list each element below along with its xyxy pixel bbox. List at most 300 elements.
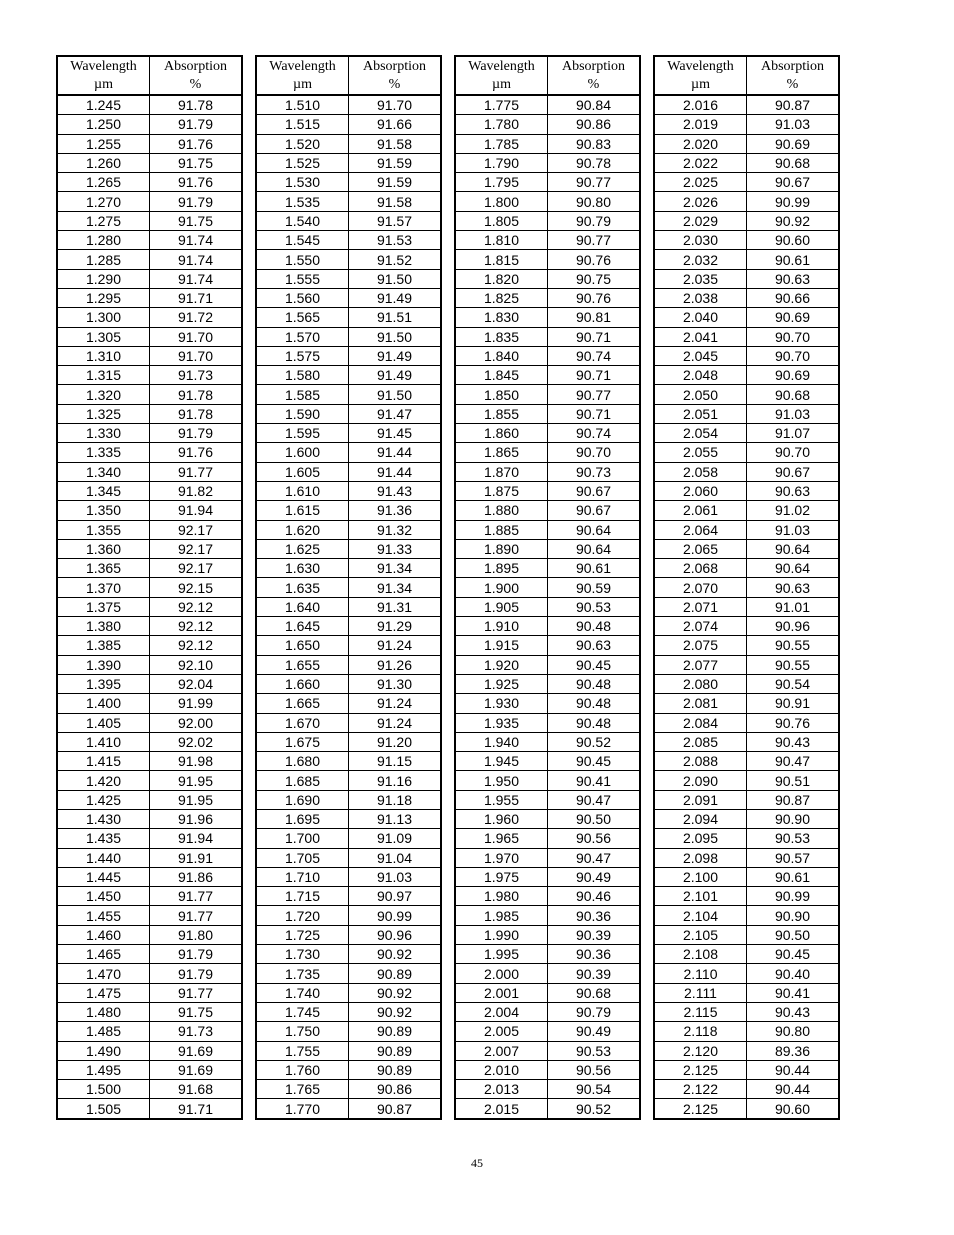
wavelength-cell: 1.575	[256, 346, 349, 365]
table-row	[57, 308, 242, 327]
wavelength-cell: 1.545	[256, 231, 349, 250]
absorption-cell: 91.18	[349, 790, 442, 809]
absorption-cell: 90.77	[548, 173, 641, 192]
table-row	[654, 308, 839, 327]
absorption-cell: 89.36	[747, 1041, 840, 1060]
absorption-cell: 90.70	[747, 443, 840, 462]
absorption-cell: 92.12	[150, 636, 243, 655]
table-row	[654, 887, 839, 906]
absorption-cell: 90.77	[548, 385, 641, 404]
absorption-cell: 90.87	[747, 790, 840, 809]
wavelength-cell: 1.435	[57, 829, 150, 848]
absorption-cell: 91.03	[349, 867, 442, 886]
absorption-cell: 91.58	[349, 192, 442, 211]
absorption-cell: 90.45	[548, 752, 641, 771]
absorption-cell: 90.52	[548, 732, 641, 751]
absorption-cell: 90.77	[548, 231, 641, 250]
absorption-cell: 90.87	[349, 1099, 442, 1119]
absorption-cell: 90.53	[548, 1041, 641, 1060]
absorption-cell: 90.56	[548, 829, 641, 848]
wavelength-cell: 2.068	[654, 559, 747, 578]
wavelength-cell: 2.074	[654, 617, 747, 636]
table-row	[455, 809, 640, 828]
table-row	[455, 655, 640, 674]
absorption-cell: 90.63	[747, 578, 840, 597]
table-row	[455, 520, 640, 539]
wavelength-cell: 1.455	[57, 906, 150, 925]
table-row	[654, 597, 839, 616]
wavelength-cell: 1.340	[57, 462, 150, 481]
wavelength-cell: 1.540	[256, 211, 349, 230]
table-row	[654, 95, 839, 115]
wavelength-cell: 1.870	[455, 462, 548, 481]
absorption-label: Absorption	[562, 58, 625, 74]
absorption-cell: 90.90	[747, 809, 840, 828]
table-row	[57, 887, 242, 906]
wavelength-cell: 1.365	[57, 559, 150, 578]
table-row	[256, 501, 441, 520]
table-row	[57, 1022, 242, 1041]
table-row	[455, 848, 640, 867]
absorption-cell: 91.78	[150, 404, 243, 423]
wavelength-cell: 2.055	[654, 443, 747, 462]
absorption-cell: 91.79	[150, 424, 243, 443]
table-row	[455, 443, 640, 462]
wavelength-cell: 1.665	[256, 694, 349, 713]
wavelength-cell: 1.510	[256, 95, 349, 115]
wavelength-cell: 1.765	[256, 1080, 349, 1099]
wavelength-cell: 1.310	[57, 346, 150, 365]
wavelength-cell: 2.071	[654, 597, 747, 616]
wavelength-cell: 1.585	[256, 385, 349, 404]
absorption-cell: 91.50	[349, 327, 442, 346]
absorption-cell: 90.39	[548, 964, 641, 983]
wavelength-cell: 2.015	[455, 1099, 548, 1119]
absorption-cell: 91.43	[349, 481, 442, 500]
table-row	[256, 655, 441, 674]
table-row	[256, 95, 441, 115]
wavelength-header	[654, 56, 747, 95]
table-row	[57, 809, 242, 828]
table-row	[654, 945, 839, 964]
absorption-cell: 90.46	[548, 887, 641, 906]
wavelength-cell: 1.785	[455, 134, 548, 153]
absorption-cell: 91.03	[747, 520, 840, 539]
wavelength-cell: 1.910	[455, 617, 548, 636]
table-row	[256, 617, 441, 636]
absorption-cell: 91.58	[349, 134, 442, 153]
wavelength-cell: 2.010	[455, 1060, 548, 1079]
absorption-cell: 91.71	[150, 288, 243, 307]
table-row	[57, 1060, 242, 1079]
wavelength-cell: 1.375	[57, 597, 150, 616]
wavelength-cell: 1.255	[57, 134, 150, 153]
wavelength-label: Wavelength	[269, 58, 336, 74]
absorption-cell: 91.03	[747, 115, 840, 134]
absorption-cell: 90.61	[747, 867, 840, 886]
wavelength-cell: 1.800	[455, 192, 548, 211]
table-row	[654, 115, 839, 134]
wavelength-cell: 1.625	[256, 539, 349, 558]
absorption-cell: 91.76	[150, 443, 243, 462]
absorption-cell: 90.63	[747, 269, 840, 288]
wavelength-cell: 1.350	[57, 501, 150, 520]
table-row	[455, 674, 640, 693]
absorption-cell: 90.55	[747, 655, 840, 674]
absorption-label: Absorption	[164, 58, 227, 74]
table-row	[256, 231, 441, 250]
table-row	[654, 134, 839, 153]
table-row	[57, 192, 242, 211]
absorption-cell: 91.75	[150, 1002, 243, 1021]
wavelength-cell: 1.925	[455, 674, 548, 693]
wavelength-cell: 1.820	[455, 269, 548, 288]
table-row	[654, 925, 839, 944]
wavelength-cell: 1.795	[455, 173, 548, 192]
table-row	[654, 501, 839, 520]
wavelength-cell: 1.475	[57, 983, 150, 1002]
absorption-cell: 91.47	[349, 404, 442, 423]
wavelength-cell: 1.460	[57, 925, 150, 944]
absorption-cell: 92.12	[150, 597, 243, 616]
absorption-cell: 90.86	[548, 115, 641, 134]
table-row	[57, 539, 242, 558]
table-row	[256, 192, 441, 211]
absorption-cell: 90.40	[747, 964, 840, 983]
absorption-header	[747, 56, 840, 95]
table-row	[455, 346, 640, 365]
table-row	[654, 732, 839, 751]
table-row	[455, 211, 640, 230]
absorption-cell: 90.68	[548, 983, 641, 1002]
absorption-unit: %	[189, 76, 202, 92]
wavelength-cell: 2.061	[654, 501, 747, 520]
table-row	[654, 173, 839, 192]
table-row	[455, 481, 640, 500]
absorption-cell: 91.15	[349, 752, 442, 771]
absorption-cell: 90.89	[349, 964, 442, 983]
table-row	[57, 597, 242, 616]
absorption-cell: 90.71	[548, 404, 641, 423]
table-row	[654, 153, 839, 172]
wavelength-cell: 2.040	[654, 308, 747, 327]
table-row	[256, 713, 441, 732]
wavelength-cell: 1.990	[455, 925, 548, 944]
absorption-cell: 90.99	[747, 887, 840, 906]
absorption-cell: 91.26	[349, 655, 442, 674]
absorption-cell: 91.29	[349, 617, 442, 636]
table-row	[57, 559, 242, 578]
table-row	[256, 694, 441, 713]
table-row	[256, 115, 441, 134]
absorption-cell: 91.44	[349, 443, 442, 462]
absorption-cell: 90.89	[349, 1060, 442, 1079]
wavelength-cell: 1.745	[256, 1002, 349, 1021]
absorption-label: Absorption	[363, 58, 426, 74]
wavelength-cell: 1.750	[256, 1022, 349, 1041]
table-row	[256, 1099, 441, 1119]
table-row	[455, 964, 640, 983]
absorption-cell: 91.57	[349, 211, 442, 230]
table-row	[57, 250, 242, 269]
wavelength-cell: 1.280	[57, 231, 150, 250]
absorption-cell: 91.95	[150, 790, 243, 809]
wavelength-cell: 2.111	[654, 983, 747, 1002]
table-row	[57, 481, 242, 500]
wavelength-cell: 2.007	[455, 1041, 548, 1060]
table-row	[654, 906, 839, 925]
wavelength-cell: 2.105	[654, 925, 747, 944]
absorption-cell: 91.72	[150, 308, 243, 327]
absorption-cell: 90.64	[548, 539, 641, 558]
table-row	[57, 462, 242, 481]
absorption-cell: 90.54	[747, 674, 840, 693]
wavelength-cell: 1.965	[455, 829, 548, 848]
table-row	[57, 385, 242, 404]
wavelength-cell: 1.345	[57, 481, 150, 500]
absorption-cell: 91.31	[349, 597, 442, 616]
wavelength-cell: 1.900	[455, 578, 548, 597]
absorption-cell: 90.79	[548, 211, 641, 230]
table-row	[654, 211, 839, 230]
table-row	[256, 887, 441, 906]
wavelength-cell: 1.755	[256, 1041, 349, 1060]
absorption-cell: 90.92	[349, 1002, 442, 1021]
data-table-1	[56, 55, 243, 1120]
table-row	[654, 443, 839, 462]
table-row	[256, 481, 441, 500]
table-row	[256, 1080, 441, 1099]
absorption-cell: 90.96	[349, 925, 442, 944]
wavelength-label: Wavelength	[468, 58, 535, 74]
tables-container	[56, 55, 840, 1120]
absorption-cell: 91.49	[349, 366, 442, 385]
table-row	[256, 288, 441, 307]
absorption-cell: 90.99	[349, 906, 442, 925]
wavelength-cell: 1.635	[256, 578, 349, 597]
absorption-cell: 91.73	[150, 366, 243, 385]
table-row	[57, 617, 242, 636]
wavelength-cell: 1.690	[256, 790, 349, 809]
table-row	[455, 385, 640, 404]
header-row	[256, 56, 441, 95]
absorption-cell: 92.17	[150, 520, 243, 539]
table-row	[256, 134, 441, 153]
absorption-cell: 90.67	[548, 481, 641, 500]
wavelength-cell: 2.095	[654, 829, 747, 848]
table-row	[654, 674, 839, 693]
absorption-cell: 90.45	[548, 655, 641, 674]
wavelength-cell: 1.805	[455, 211, 548, 230]
table-row	[57, 771, 242, 790]
table-row	[455, 1080, 640, 1099]
table-row	[455, 1022, 640, 1041]
wavelength-cell: 2.100	[654, 867, 747, 886]
wavelength-cell: 1.305	[57, 327, 150, 346]
page-number: 45	[471, 1156, 483, 1170]
wavelength-cell: 1.835	[455, 327, 548, 346]
wavelength-cell: 1.700	[256, 829, 349, 848]
wavelength-cell: 1.860	[455, 424, 548, 443]
table-row	[455, 134, 640, 153]
wavelength-cell: 1.315	[57, 366, 150, 385]
absorption-cell: 91.16	[349, 771, 442, 790]
wavelength-cell: 2.125	[654, 1060, 747, 1079]
absorption-unit: %	[786, 76, 799, 92]
table-row	[57, 867, 242, 886]
table-row	[455, 173, 640, 192]
absorption-cell: 90.55	[747, 636, 840, 655]
absorption-cell: 91.68	[150, 1080, 243, 1099]
table-row	[57, 964, 242, 983]
table-row	[654, 809, 839, 828]
table-row	[654, 713, 839, 732]
table-row	[256, 906, 441, 925]
table-row	[256, 983, 441, 1002]
absorption-cell: 90.53	[548, 597, 641, 616]
absorption-cell: 90.67	[747, 173, 840, 192]
absorption-cell: 91.77	[150, 887, 243, 906]
absorption-cell: 90.61	[747, 250, 840, 269]
absorption-cell: 91.51	[349, 308, 442, 327]
absorption-cell: 91.71	[150, 1099, 243, 1119]
table-row	[654, 617, 839, 636]
table-row	[455, 1041, 640, 1060]
table-row	[455, 578, 640, 597]
wavelength-cell: 1.530	[256, 173, 349, 192]
table-row	[455, 559, 640, 578]
wavelength-cell: 1.865	[455, 443, 548, 462]
table-row	[654, 559, 839, 578]
table-row	[57, 1041, 242, 1060]
wavelength-cell: 2.050	[654, 385, 747, 404]
wavelength-cell: 2.065	[654, 539, 747, 558]
wavelength-cell: 1.515	[256, 115, 349, 134]
absorption-cell: 91.49	[349, 346, 442, 365]
absorption-cell: 92.17	[150, 559, 243, 578]
absorption-unit: %	[587, 76, 600, 92]
absorption-cell: 91.75	[150, 211, 243, 230]
wavelength-cell: 1.480	[57, 1002, 150, 1021]
wavelength-cell: 2.098	[654, 848, 747, 867]
wavelength-cell: 1.550	[256, 250, 349, 269]
table-row	[654, 694, 839, 713]
table-row	[654, 539, 839, 558]
table-row	[256, 790, 441, 809]
table-row	[455, 829, 640, 848]
absorption-cell: 90.73	[548, 462, 641, 481]
table-row	[256, 848, 441, 867]
absorption-cell: 91.82	[150, 481, 243, 500]
absorption-header	[548, 56, 641, 95]
absorption-cell: 90.54	[548, 1080, 641, 1099]
absorption-cell: 90.76	[747, 713, 840, 732]
absorption-cell: 90.53	[747, 829, 840, 848]
wavelength-cell: 1.955	[455, 790, 548, 809]
absorption-cell: 90.63	[548, 636, 641, 655]
table-row	[57, 713, 242, 732]
table-row	[654, 1022, 839, 1041]
absorption-cell: 90.50	[548, 809, 641, 828]
table-row	[455, 771, 640, 790]
table-row	[256, 1022, 441, 1041]
absorption-cell: 91.74	[150, 231, 243, 250]
absorption-cell: 92.10	[150, 655, 243, 674]
absorption-cell: 90.43	[747, 1002, 840, 1021]
table-row	[256, 674, 441, 693]
wavelength-cell: 1.595	[256, 424, 349, 443]
absorption-cell: 90.57	[747, 848, 840, 867]
wavelength-cell: 2.101	[654, 887, 747, 906]
absorption-cell: 91.20	[349, 732, 442, 751]
table-row	[57, 327, 242, 346]
table-row	[654, 327, 839, 346]
table-row	[57, 636, 242, 655]
wavelength-unit: µm	[492, 76, 511, 92]
table-row	[57, 906, 242, 925]
absorption-cell: 90.49	[548, 867, 641, 886]
wavelength-cell: 1.725	[256, 925, 349, 944]
wavelength-cell: 2.094	[654, 809, 747, 828]
wavelength-cell: 1.395	[57, 674, 150, 693]
absorption-cell: 90.64	[747, 539, 840, 558]
absorption-cell: 90.99	[747, 192, 840, 211]
wavelength-cell: 2.041	[654, 327, 747, 346]
wavelength-cell: 1.245	[57, 95, 150, 115]
table-row	[455, 462, 640, 481]
absorption-cell: 90.66	[747, 288, 840, 307]
absorption-cell: 91.34	[349, 578, 442, 597]
table-row	[654, 250, 839, 269]
wavelength-cell: 2.030	[654, 231, 747, 250]
absorption-cell: 91.09	[349, 829, 442, 848]
table-row	[455, 945, 640, 964]
absorption-cell: 91.96	[150, 809, 243, 828]
absorption-cell: 90.96	[747, 617, 840, 636]
wavelength-cell: 1.565	[256, 308, 349, 327]
table-row	[654, 269, 839, 288]
table-row	[654, 1080, 839, 1099]
absorption-cell: 90.76	[548, 250, 641, 269]
wavelength-cell: 1.730	[256, 945, 349, 964]
wavelength-cell: 1.720	[256, 906, 349, 925]
absorption-cell: 90.92	[349, 945, 442, 964]
wavelength-cell: 1.290	[57, 269, 150, 288]
table-row	[654, 520, 839, 539]
wavelength-cell: 1.775	[455, 95, 548, 115]
absorption-label: Absorption	[761, 58, 824, 74]
wavelength-cell: 1.950	[455, 771, 548, 790]
wavelength-cell: 1.440	[57, 848, 150, 867]
wavelength-cell: 1.555	[256, 269, 349, 288]
table-row	[455, 115, 640, 134]
wavelength-cell: 1.295	[57, 288, 150, 307]
table-row	[256, 173, 441, 192]
table-row	[256, 443, 441, 462]
table-row	[654, 578, 839, 597]
wavelength-cell: 1.715	[256, 887, 349, 906]
wavelength-cell: 1.360	[57, 539, 150, 558]
absorption-cell: 90.61	[548, 559, 641, 578]
absorption-cell: 91.86	[150, 867, 243, 886]
absorption-cell: 91.50	[349, 269, 442, 288]
absorption-cell: 90.69	[747, 366, 840, 385]
table-row	[256, 404, 441, 423]
table-row	[256, 366, 441, 385]
absorption-cell: 90.69	[747, 134, 840, 153]
absorption-cell: 91.77	[150, 906, 243, 925]
table-row	[455, 153, 640, 172]
